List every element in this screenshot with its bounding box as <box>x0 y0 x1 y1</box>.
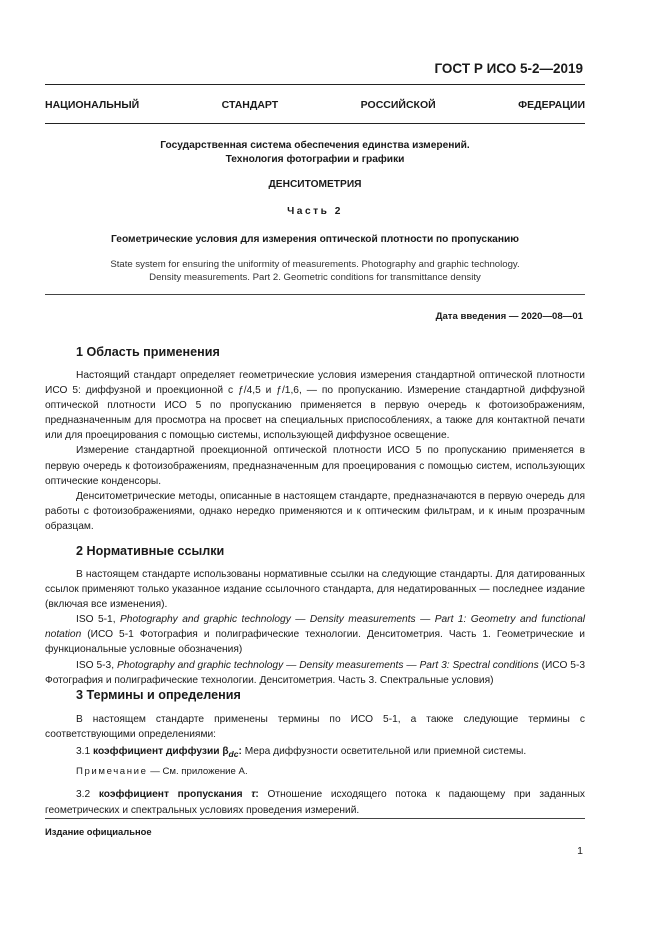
title-system-line1: Государственная система обеспечения единства измерений. <box>160 140 470 151</box>
term-3-1 <box>45 744 585 762</box>
title-rule <box>45 294 585 295</box>
reference-iso-5-3 <box>45 658 585 688</box>
reference-title-ru: (ИСО 5-1 Фотография и полиграфические технологии. Денситометрия. Часть 1. Геометрические и функциональные условные обозначения) <box>45 629 585 656</box>
note-label: Примечание <box>76 766 148 778</box>
reference-title-en: Photography and graphic technology — Density measurements — Part 1: Geometry and functional notation <box>45 614 585 641</box>
title-part: Часть 2 <box>287 206 343 217</box>
section2-paragraph: В настоящем стандарте использованы нормативные ссылки на следующие стандарты. Для датированных ссылок применяют только указанное издание ссылочного стандарта, для недатированных — последнее издание (включая все изменения). <box>45 569 585 611</box>
term-name: коэффициент диффузии <box>93 746 223 758</box>
section3-heading: 3 Термины и определения <box>76 688 241 702</box>
title-system-line2: Технология фотографии и графики <box>225 154 405 165</box>
reference-iso-5-1 <box>45 612 585 657</box>
reference-code: ISO 5-1, <box>76 614 120 626</box>
term-definition: Мера диффузности осветительной или приемной системы. <box>241 746 527 758</box>
term-number: 3.1 <box>76 746 93 758</box>
reference-title-ru: (ИСО 5-3 Фотография и полиграфические технологии. Денситометрия. Часть 3. Спектральные условия) <box>45 659 586 686</box>
intro-date: Дата введения — 2020—08—01 <box>435 311 583 322</box>
title-main: ДЕНСИТОМЕТРИЯ <box>268 179 362 190</box>
term-name: коэффициент пропускания <box>98 789 252 801</box>
section1-body <box>45 368 585 534</box>
reference-title-en: Photography and graphic technology — Density measurements — Part 3: Spectral conditions <box>116 659 539 671</box>
banner-rule <box>45 123 585 124</box>
section2-heading: 2 Нормативные ссылки <box>76 544 225 558</box>
standard-code: ГОСТ Р ИСО 5-2—2019 <box>434 61 583 76</box>
page-number: 1 <box>577 845 583 857</box>
reference-code: ISO 5-3, <box>76 659 117 671</box>
term-note <box>45 764 585 779</box>
title-english-line2: Density measurements. Part 2. Geometric conditions for transmittance density <box>149 272 481 283</box>
term-symbol: τ: <box>251 789 259 801</box>
title-english-line1: State system for ensuring the uniformity of measurements. Photography and graphic technology. <box>110 259 520 270</box>
official-edition-label: Издание официальное <box>45 826 152 837</box>
header-rule <box>45 84 585 85</box>
section1-paragraph: Денситометрические методы, описанные в настоящем стандарте, предназначаются в первую очередь для работы с фотоизображениями, однако нередко применяются и к оптическим фильтрам, и к иным прозрачным образцам. <box>45 490 585 532</box>
section1-heading: 1 Область применения <box>76 345 220 359</box>
section2-body <box>45 567 585 688</box>
note-text: — См. приложение А. <box>147 766 248 778</box>
term-number: 3.2 <box>76 789 99 801</box>
term-definition: Отношение исходящего потока к падающему при заданных геометрических и спектральных условиях проведения измерений. <box>45 789 585 816</box>
term-symbol: $\beta_{dc}$: <box>222 746 242 760</box>
national-standard-banner: НАЦИОНАЛЬНЫЙ СТАНДАРТ РОССИЙСКОЙ ФЕДЕРАЦИИ <box>45 99 585 111</box>
section1-paragraph: Измерение стандартной проекционной оптической плотности ИСО 5 по пропусканию применяется в первую очередь к фотоизображениям, предназначенным для проецирования с помощью систем, использующих оптические конденсоры. <box>45 445 585 487</box>
section3-paragraph: В настоящем стандарте применены термины по ИСО 5-1, а также следующие термины с соответствующими определениями: <box>45 714 585 741</box>
title-subtitle: Геометрические условия для измерения оптической плотности по пропусканию <box>111 234 519 245</box>
term-3-2 <box>45 787 585 817</box>
section1-paragraph: Настоящий стандарт определяет геометрические условия измерения стандартной оптической плотности ИСО 5: диффузной и проекционной с ƒ/4,5 и ƒ/1,6, — по пропусканию. Измерение стандартной диффузной оптической плотности ИСО 5 по пропусканию применяется в первую очередь к фотоизображениям, предназначенным для просмотра на просвет на специальных приспособлениях, а также для контактной печати или для проецирования с помощью системы, использующей диффузное освещение. <box>45 370 585 442</box>
footer-rule <box>45 818 585 819</box>
section3-body <box>45 712 585 818</box>
